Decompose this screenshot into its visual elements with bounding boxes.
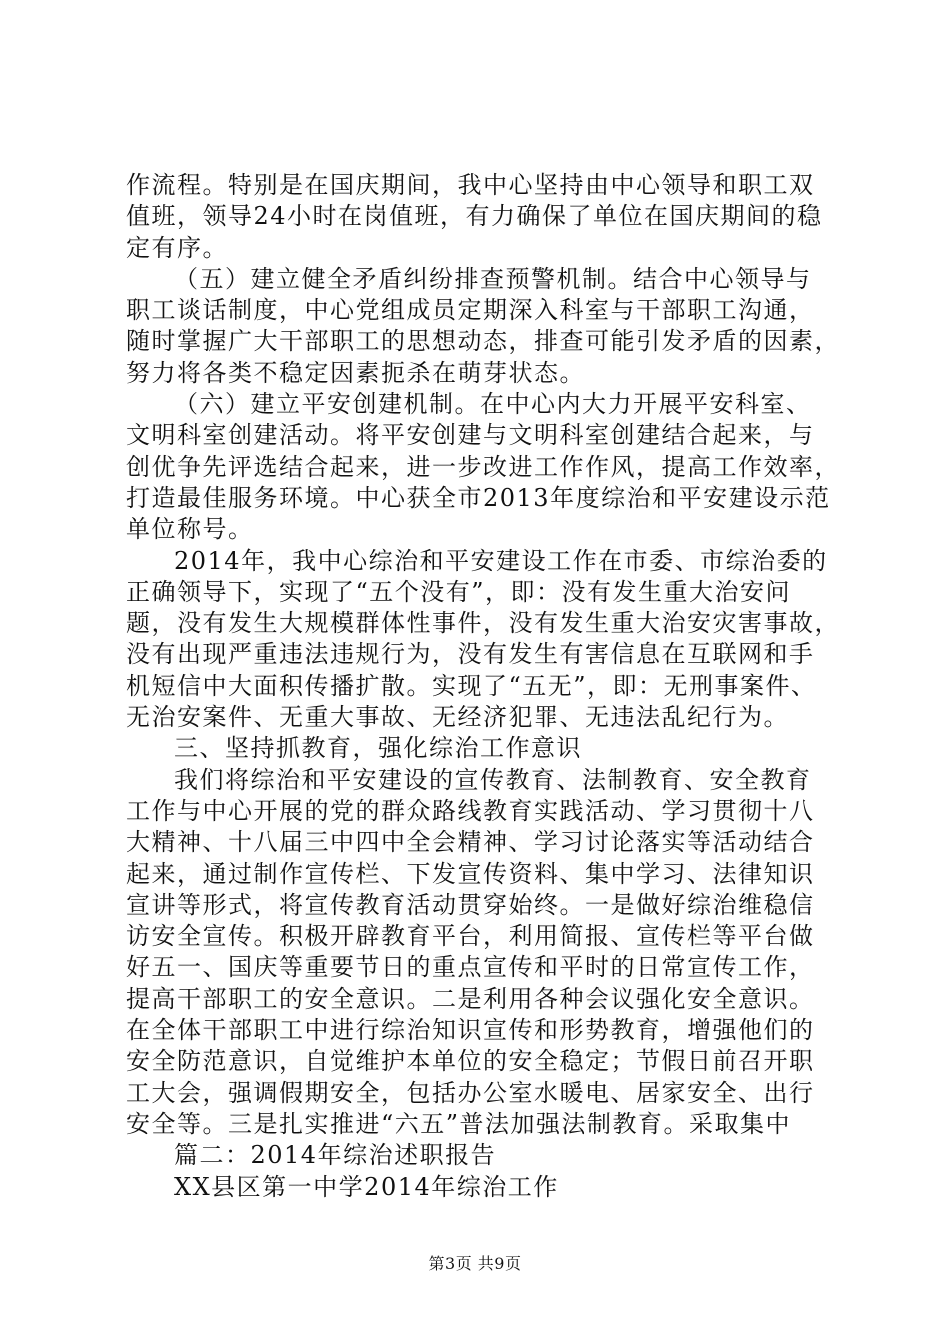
text-line: 工作与中心开展的党的群众路线教育实践活动、学习贯彻十八 [126,796,815,825]
text-line: 无治安案件、无重大事故、无经济犯罪、无违法乱纪行为。 [126,703,789,732]
text-line: 正确领导下，实现了“五个没有”，即：没有发生重大治安问 [126,577,792,606]
text-line: 工大会，强调假期安全，包括办公室水暖电、居家安全、出行 [126,1078,815,1107]
text-line: 努力将各类不稳定因素扼杀在萌芽状态。 [126,358,585,387]
text-line: 宣讲等形式，将宣传教育活动贯穿始终。一是做好综治维稳信 [126,890,815,919]
text-line: （五）建立健全矛盾纠纷排查预警机制。结合中心领导与 [174,264,812,293]
text-line: 题，没有发生大规模群体性事件，没有发生重大治安灾害事故， [126,609,840,638]
text-line: 在全体干部职工中进行综治知识宣传和形势教育，增强他们的 [126,1016,815,1045]
text-line: 没有出现严重违法违规行为，没有发生有害信息在互联网和手 [126,640,815,669]
text-line: XX县区第一中学2014年综治工作 [174,1172,559,1201]
text-line: 定有序。 [126,233,228,262]
text-line: 提高干部职工的安全意识。二是利用各种会议强化安全意识。 [126,984,815,1013]
text-line: 单位称号。 [126,515,254,544]
text-line: 大精神、十八届三中四中全会精神、学习讨论落实等活动结合 [126,828,815,857]
text-line: 篇二：2014年综治述职报告 [174,1141,497,1170]
document-body [126,170,840,1203]
text-line: 值班，领导24小时在岗值班，有力确保了单位在国庆期间的稳 [126,202,823,231]
text-line: 2014年，我中心综治和平安建设工作在市委、市综治委的 [174,546,828,575]
text-line: 机短信中大面积传播扩散。实现了“五无”，即：无刑事案件、 [126,671,817,700]
text-line: 三、坚持抓教育，强化综治工作意识 [174,734,582,763]
text-line: 创优争先评选结合起来，进一步改进工作作风，提高工作效率， [126,452,840,481]
text-line: 打造最佳服务环境。中心获全市2013年度综治和平安建设示范 [126,483,831,512]
text-line: 职工谈话制度，中心党组成员定期深入科室与干部职工沟通， [126,296,815,325]
text-line: 访安全宣传。积极开辟教育平台，利用简报、宣传栏等平台做 [126,922,815,951]
text-line: 起来，通过制作宣传栏、下发宣传资料、集中学习、法律知识 [126,859,815,888]
text-line: 作流程。特别是在国庆期间，我中心坚持由中心领导和职工双 [126,171,815,199]
text-line: 文明科室创建活动。将平安创建与文明科室创建结合起来，与 [126,421,815,450]
text-line: 随时掌握广大干部职工的思想动态，排查可能引发矛盾的因素， [126,327,840,356]
text-line: 安全防范意识，自觉维护本单位的安全稳定；节假日前召开职 [126,1047,815,1076]
page-footer: 第3页 共9页 [428,1254,522,1273]
text-line: 我们将综治和平安建设的宣传教育、法制教育、安全教育 [174,765,812,794]
text-line: （六）建立平安创建机制。在中心内大力开展平安科室、 [174,390,812,419]
text-line: 好五一、国庆等重要节日的重点宣传和平时的日常宣传工作， [126,953,815,982]
text-line: 安全等。三是扎实推进“六五”普法加强法制教育。采取集中 [126,1109,792,1138]
